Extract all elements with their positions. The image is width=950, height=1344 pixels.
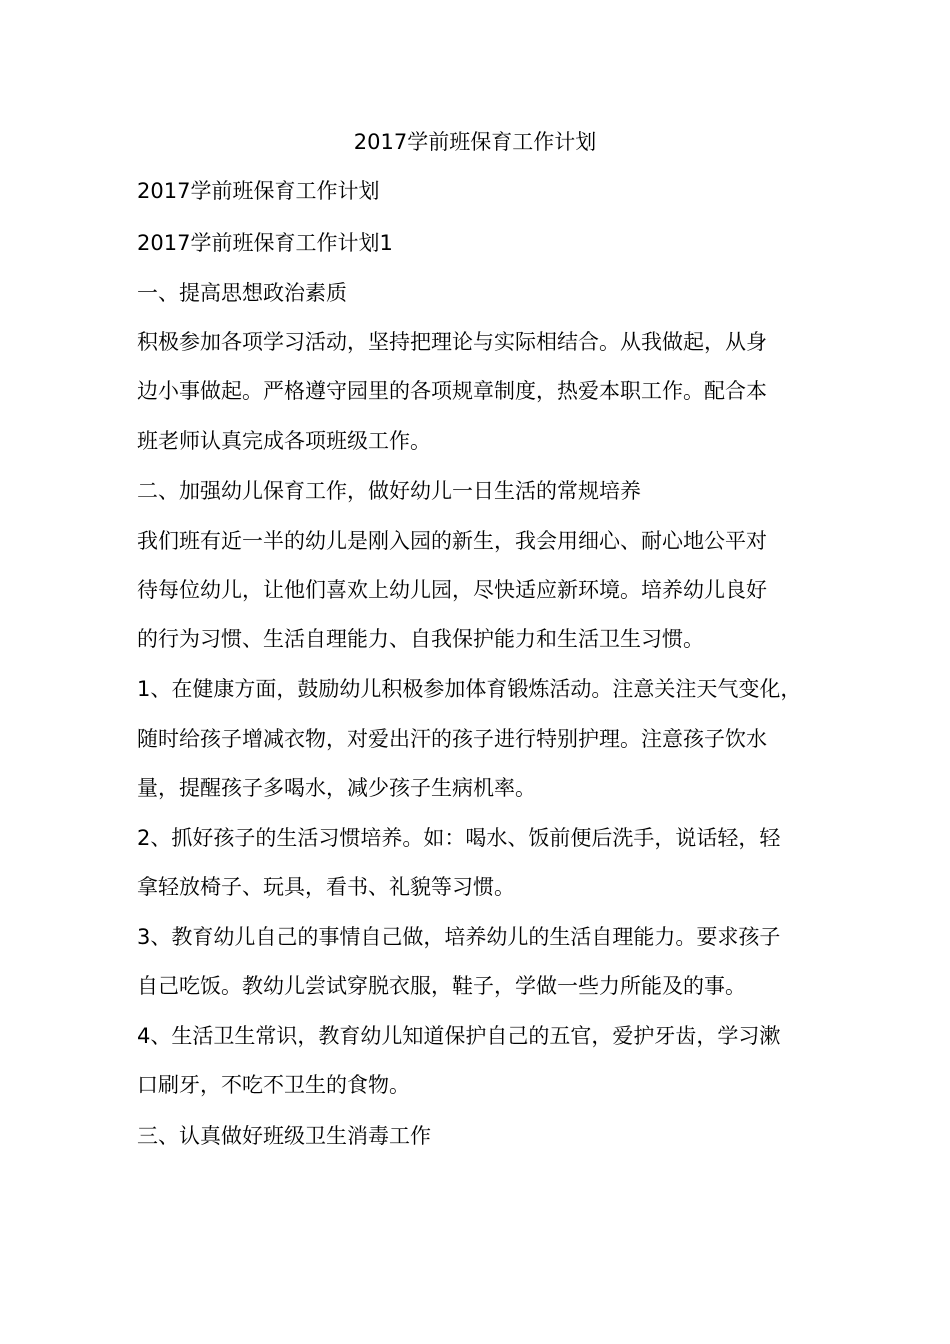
document-title: 2017学前班保育工作计划	[353, 130, 597, 154]
list-item-3-line: 自己吃饭。教幼儿尝试穿脱衣服，鞋子，学做一些力所能及的事。	[137, 974, 746, 998]
list-item-4-line: 4、生活卫生常识，教育幼儿知道保护自己的五官，爱护牙齿，学习漱	[137, 1024, 781, 1048]
list-item-1-line: 量，提醒孩子多喝水，减少孩子生病机率。	[137, 776, 536, 800]
subtitle-line: 2017学前班保育工作计划	[137, 179, 380, 203]
paragraph-line: 待每位幼儿，让他们喜欢上幼儿园，尽快适应新环境。培养幼儿良好	[137, 578, 767, 602]
paragraph-line: 积极参加各项学习活动，坚持把理论与实际相结合。从我做起，从身	[137, 330, 767, 354]
list-item-1-line: 随时给孩子增减衣物，对爱出汗的孩子进行特别护理。注意孩子饮水	[137, 727, 767, 751]
list-item-2-line: 2、抓好孩子的生活习惯培养。如：喝水、饭前便后洗手，说话轻，轻	[137, 826, 781, 850]
section-heading-plan-1: 2017学前班保育工作计划1	[137, 231, 393, 255]
section-heading-2: 二、加强幼儿保育工作，做好幼儿一日生活的常规培养	[137, 479, 641, 503]
paragraph-line: 班老师认真完成各项班级工作。	[137, 429, 431, 453]
section-heading-1: 一、提高思想政治素质	[137, 281, 347, 305]
list-item-4-line: 口刷牙，不吃不卫生的食物。	[137, 1073, 410, 1097]
section-heading-3: 三、认真做好班级卫生消毒工作	[137, 1124, 431, 1148]
paragraph-line: 边小事做起。严格遵守园里的各项规章制度，热爱本职工作。配合本	[137, 379, 767, 403]
list-item-1-line: 1、在健康方面，鼓励幼儿积极参加体育锻炼活动。注意关注天气变化，	[137, 677, 802, 701]
list-item-3-line: 3、教育幼儿自己的事情自己做，培养幼儿的生活自理能力。要求孩子	[137, 925, 781, 949]
paragraph-line: 的行为习惯、生活自理能力、自我保护能力和生活卫生习惯。	[137, 627, 704, 651]
list-item-2-line: 拿轻放椅子、玩具，看书、礼貌等习惯。	[137, 875, 515, 899]
paragraph-line: 我们班有近一半的幼儿是刚入园的新生，我会用细心、耐心地公平对	[137, 529, 767, 553]
